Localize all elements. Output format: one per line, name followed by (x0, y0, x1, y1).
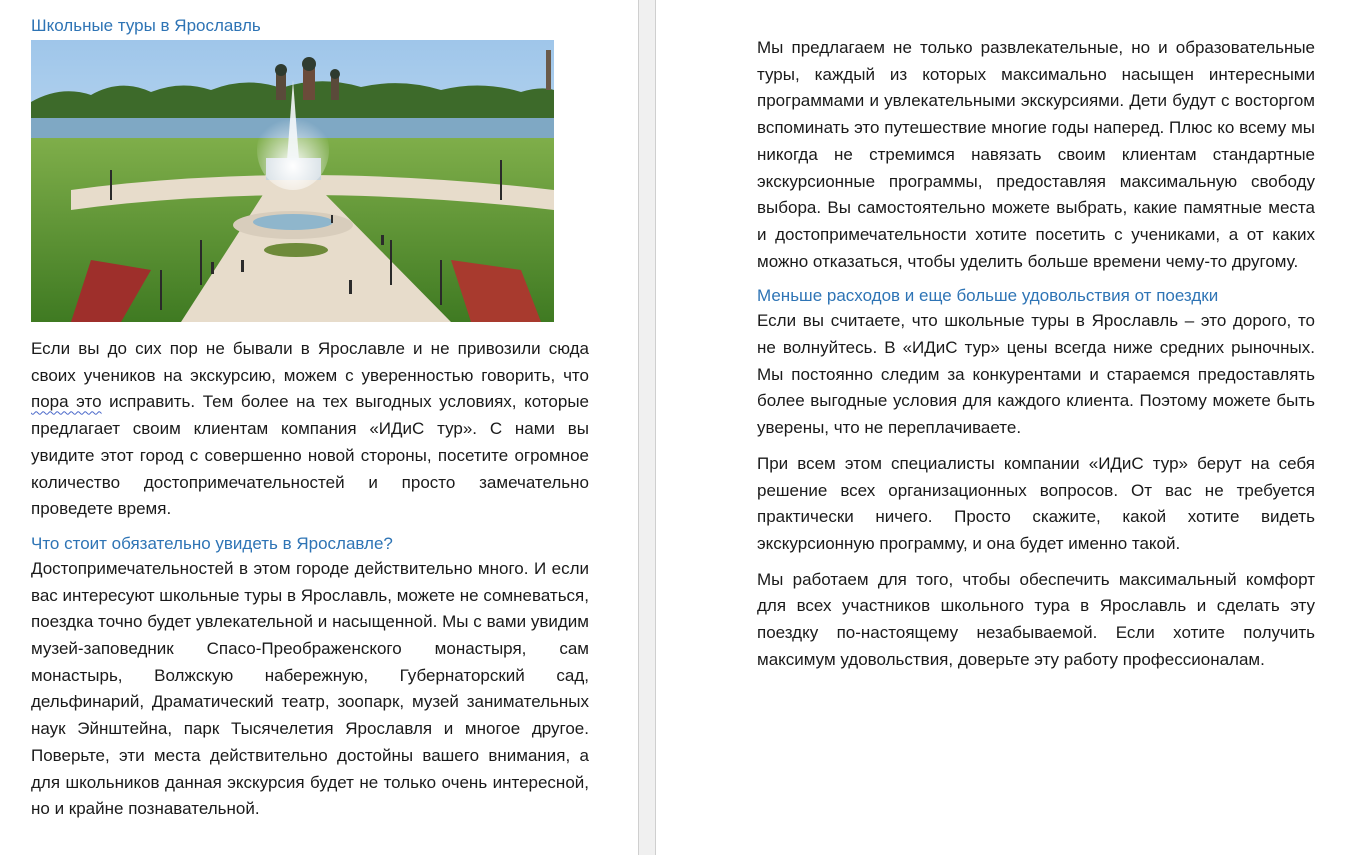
page-title[interactable]: Школьные туры в Ярославль (31, 16, 261, 35)
intro-paragraph[interactable] (31, 336, 589, 523)
page-content-left (31, 14, 589, 832)
organization-paragraph[interactable]: При всем этом специалисты компании «ИДиС тур» берут на себя решение всех организационных вопросов. От вас не требуется практически ничего. Просто скажите, какой хотите видеть экскурсионную программу, и она будет именно такой. (757, 453, 1315, 553)
section-heading-costs[interactable]: Меньше расходов и еще больше удовольствия от поездки (757, 286, 1219, 306)
spellcheck-flagged-phrase[interactable]: пора это (31, 392, 102, 412)
tours-paragraph[interactable]: Мы предлагаем не только развлекательные, но и образовательные туры, каждый из которых максимально насыщен интересными программами и увлекательными экскурсиями. Дети будут с восторгом вспоминать это путешествие многие годы наперед. Плюс ко всему мы никогда не стремимся навязать своим клиентам стандартные экскурсионные программы, предоставляя максимальную свободу выбора. Вы самостоятельно можете выбрать, какие памятные места и достопримечательности хотите посетить с учениками, а от каких можно отказаться, чтобы уделить больше времени чему-то другому. (757, 38, 1315, 271)
costs-paragraph[interactable]: Если вы считаете, что школьные туры в Ярославль – это дорого, то не волнуйтесь. В «ИДиС тур» цены всегда ниже средних рыночных. Мы постоянно следим за конкурентами и стараемся предоставлять более выгодные условия для каждого клиента. Поэтому можете быть уверены, что не переплачиваете. (757, 311, 1315, 438)
yaroslavl-park-photo[interactable] (31, 40, 554, 322)
document-page-right (656, 0, 1345, 855)
page-content-right (757, 35, 1315, 682)
document-page-left (0, 0, 638, 855)
sights-paragraph[interactable]: Достопримечательностей в этом городе действительно много. И если вас интересуют школьные туры в Ярославль, можете не сомневаться, поездка точно будет увлекательной и насыщенной. Мы с вами увидим музей-заповедник Спасо-Преображенского монастыря, сам монастырь, Волжскую набережную, Губернаторский сад, дельфинарий, Драматический театр, зоопарк, музей занимательных наук Эйнштейна, парк Тысячелетия Ярославля и многое другое. Поверьте, эти места действительно достойны вашего внимания, а для школьников данная экскурсия будет не только очень интересной, но и крайне познавательной. (31, 558, 589, 819)
comfort-paragraph[interactable]: Мы работаем для того, чтобы обеспечить максимальный комфорт для всех участников школьного тура в Ярославль и сделать эту поездку по-настоящему незабываемой. Если хотите получить максимум удовольствия, доверьте эту работу профессионалам. (757, 569, 1315, 669)
page-gutter (638, 0, 656, 855)
intro-text-part2: исправить. Тем более на тех выгодных условиях, которые предлагает своим клиентам компания «ИДиС тур». С нами вы увидите этот город с совершенно новой стороны, посетите огромное количество достопримечательностей и просто замечательно проведете время. (31, 392, 589, 519)
section-heading-sights[interactable]: Что стоит обязательно увидеть в Ярославле? (31, 533, 393, 553)
intro-text-part1: Если вы до сих пор не бывали в Ярославле и не привозили сюда своих учеников на экскурсию, можем с уверенностью говорить, что (31, 339, 589, 385)
